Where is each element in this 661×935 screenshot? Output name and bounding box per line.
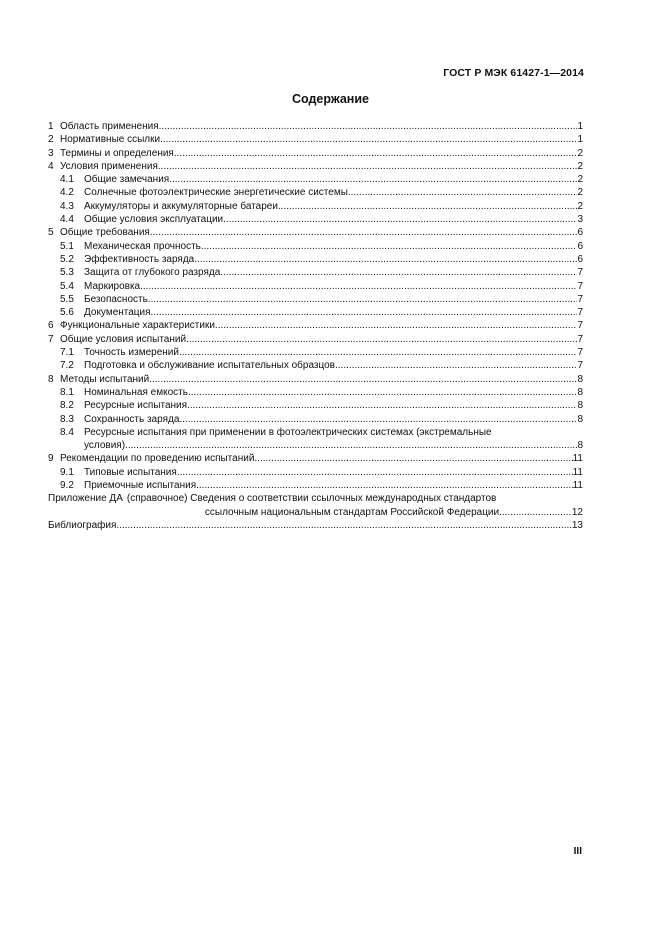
toc-entry[interactable]: [48, 293, 583, 306]
toc-entry-bibliography[interactable]: [48, 519, 583, 532]
toc-entry[interactable]: [48, 200, 583, 213]
toc-entry-title: Безопасность: [84, 293, 148, 305]
toc-entry-number: 7.2: [60, 360, 74, 372]
toc-entry-page: 1: [577, 121, 583, 132]
toc-entry-page: 8: [577, 373, 583, 385]
toc-entry-title: Номинальная емкость: [84, 386, 188, 398]
toc-entry-title: Механическая прочность: [84, 240, 201, 252]
toc-entry-number: 4.3: [60, 200, 74, 212]
toc-entry-page: 11: [572, 453, 583, 465]
toc-entry-title: Солнечные фотоэлектрические энергетические системы: [84, 187, 348, 199]
toc-entry-title-line2: условия): [84, 440, 126, 452]
toc-entry-number: 8.3: [60, 413, 74, 425]
toc-entry[interactable]: [48, 359, 583, 372]
toc-entry-page: 11: [572, 466, 583, 478]
toc-entry-title: Документация: [84, 307, 151, 319]
toc-entry[interactable]: [48, 426, 583, 453]
toc-entry-number: 5.5: [60, 293, 74, 305]
toc-entry-page: 8: [577, 440, 583, 452]
toc-entry-title: Функциональные характеристики: [60, 320, 215, 332]
toc-entry-page: 7: [577, 347, 583, 359]
toc-entry-title: Ресурсные испытания: [84, 400, 188, 412]
toc-entry-page: 13: [571, 519, 583, 531]
toc-entry-number: 8.2: [60, 400, 74, 412]
toc-leader-dots: [201, 240, 578, 253]
toc-entry-number: 7: [48, 333, 54, 345]
toc-leader-dots: [116, 519, 571, 532]
toc-entry[interactable]: [48, 479, 583, 492]
toc-entry-number: Приложение ДА: [48, 493, 123, 505]
toc-entry-number: 5: [48, 227, 54, 239]
toc-leader-dots: [187, 399, 577, 412]
toc-entry-title-line1: Ресурсные испытания при применении в фотоэлектрических системах (экстремальные: [84, 426, 492, 438]
toc-entry[interactable]: [48, 147, 583, 160]
toc-entry[interactable]: [48, 280, 583, 293]
toc-entry-title: Область применения: [60, 121, 159, 132]
toc-leader-dots: [159, 120, 578, 133]
toc-leader-dots: [179, 413, 577, 426]
toc-entry-title: Точность измерений: [84, 347, 179, 359]
toc-entry-title: Сохранность заряда: [84, 413, 180, 425]
toc-entry[interactable]: [48, 399, 583, 412]
toc-entry-number: 4.4: [60, 214, 74, 226]
toc-entry-page: 7: [577, 267, 583, 279]
toc-entry-page: 7: [577, 280, 583, 292]
toc-entry-title: Типовые испытания: [84, 466, 177, 478]
toc-entry-title: Общие условия испытаний: [60, 333, 187, 345]
toc-entry-page: 7: [577, 307, 583, 319]
toc-leader-dots: [348, 186, 578, 199]
toc-entry-page: 8: [577, 400, 583, 412]
toc-entry-number: 5.4: [60, 280, 74, 292]
toc-leader-dots: [151, 306, 578, 319]
toc-leader-dots: [194, 253, 577, 266]
toc-entry-title: Общие требования: [60, 227, 150, 239]
toc-entry[interactable]: [48, 452, 583, 465]
toc-entry-number: 4: [48, 160, 54, 172]
toc-entry-title: Защита от глубокого разряда: [84, 267, 221, 279]
toc-entry-page: 8: [577, 413, 583, 425]
toc-entry-page: 3: [577, 214, 583, 226]
toc-entry-page: 11: [572, 480, 583, 492]
toc-entry[interactable]: [48, 319, 583, 332]
toc-entry[interactable]: [48, 306, 583, 319]
toc-entry-number: 5.1: [60, 240, 74, 252]
toc-leader-dots: [499, 506, 572, 519]
toc-leader-dots: [254, 452, 572, 465]
toc-entry[interactable]: [48, 226, 583, 239]
toc-title: Содержание: [291, 92, 369, 106]
toc-entry[interactable]: [48, 240, 583, 253]
toc-entry-page: 1: [577, 134, 583, 146]
toc-entry-page: 6: [577, 240, 583, 252]
toc-entry-title: Условия применения: [60, 160, 158, 172]
toc-entry-title: Рекомендации по проведению испытаний: [60, 453, 255, 465]
toc-entry-title: Методы испытаний: [60, 373, 150, 385]
toc-entry-page: 2: [577, 200, 583, 212]
toc-entry[interactable]: [48, 120, 583, 133]
toc-entry[interactable]: [48, 133, 583, 146]
toc-entry-title: Приемочные испытания: [84, 480, 197, 492]
toc-entry-number: 4.1: [60, 174, 74, 186]
toc-entry-number: 5.2: [60, 253, 74, 265]
toc-entry-number: 9.2: [60, 480, 74, 492]
page-number: III: [573, 846, 582, 857]
toc-entry-number: 7.1: [60, 347, 74, 359]
toc-leader-dots: [177, 466, 573, 479]
toc-leader-dots: [188, 386, 578, 399]
toc-entry[interactable]: [48, 386, 583, 399]
toc-entry-page: 6: [577, 227, 583, 239]
toc-entry-number: 6: [48, 320, 54, 332]
toc-entry[interactable]: [48, 253, 583, 266]
toc-entry-title-line1: (справочное) Сведения о соответствии ссылочных международных стандартов: [126, 493, 497, 505]
toc-leader-dots: [174, 147, 578, 160]
toc-entry-number: 9.1: [60, 466, 74, 478]
toc-entry-number: 5.6: [60, 307, 74, 319]
toc-leader-dots: [149, 373, 577, 386]
toc-entry-title-line2: ссылочным национальным стандартам Российской Федерации: [204, 506, 500, 518]
toc-leader-dots: [335, 359, 577, 372]
toc-leader-dots: [215, 319, 578, 332]
toc-entry-title: Термины и определения: [60, 147, 174, 159]
toc-leader-dots: [150, 226, 578, 239]
toc-entry[interactable]: [48, 213, 583, 226]
toc-entry-page: 7: [577, 360, 583, 372]
standard-code: ГОСТ Р МЭК 61427-1—2014: [443, 67, 584, 79]
toc-entry-number: 4.2: [60, 187, 74, 199]
toc-entry-number: 8: [48, 373, 54, 385]
toc-entry[interactable]: [48, 160, 583, 173]
toc-leader-dots: [179, 346, 577, 359]
toc-entry-number: 8.4: [60, 426, 74, 438]
toc-entry-page: 6: [577, 253, 583, 265]
toc-entry-number: 1: [48, 121, 54, 132]
toc-leader-dots: [196, 479, 572, 492]
toc-leader-dots: [186, 333, 577, 346]
toc-entry-title: Нормативные ссылки: [60, 134, 161, 146]
toc-entry-page: 2: [577, 160, 583, 172]
toc-leader-dots: [125, 439, 577, 452]
toc-leader-dots: [148, 293, 578, 306]
toc-entry-number: 3: [48, 147, 54, 159]
toc-entry-page: 2: [577, 187, 583, 199]
toc-entry-number: 8.1: [60, 386, 74, 398]
toc-entry[interactable]: [48, 333, 583, 346]
toc-entry[interactable]: [48, 186, 583, 199]
toc-entry-page: 7: [577, 293, 583, 305]
toc-entry-page: 2: [577, 174, 583, 186]
toc-leader-dots: [160, 133, 577, 146]
toc-entry-page: 7: [577, 333, 583, 345]
toc-entry-number: 2: [48, 134, 54, 146]
toc-entry-title: Эффективность заряда: [84, 253, 195, 265]
toc-entry-page: 8: [577, 386, 583, 398]
toc-entry-number: 5.3: [60, 267, 74, 279]
toc-leader-dots: [158, 160, 578, 173]
toc-entry-title: Маркировка: [84, 280, 141, 292]
toc-entry-number: 9: [48, 453, 54, 465]
toc-entry[interactable]: [48, 346, 583, 359]
toc-entry-page: 12: [571, 506, 583, 518]
toc-entry-title: Общие условия эксплуатации: [84, 214, 224, 226]
toc-leader-dots: [169, 173, 577, 186]
toc-entry-title: Аккумуляторы и аккумуляторные батареи: [84, 200, 278, 212]
toc-leader-dots: [278, 200, 578, 213]
toc-leader-dots: [140, 280, 577, 293]
toc-entry-appendix[interactable]: [48, 492, 583, 519]
toc-leader-dots: [220, 266, 577, 279]
toc-entry-page: 2: [577, 147, 583, 159]
toc-entry-title: Подготовка и обслуживание испытательных образцов: [84, 360, 335, 372]
toc-entry[interactable]: [48, 466, 583, 479]
toc-entry-title: Библиография: [48, 519, 117, 531]
toc-entry[interactable]: [48, 373, 583, 386]
toc-entry-title: Общие замечания: [84, 174, 170, 186]
toc-entry-page: 7: [577, 320, 583, 332]
toc-entry[interactable]: [48, 173, 583, 186]
toc-entry[interactable]: [48, 266, 583, 279]
toc-leader-dots: [223, 213, 577, 226]
table-of-contents: [48, 120, 583, 532]
toc-entry[interactable]: [48, 413, 583, 426]
